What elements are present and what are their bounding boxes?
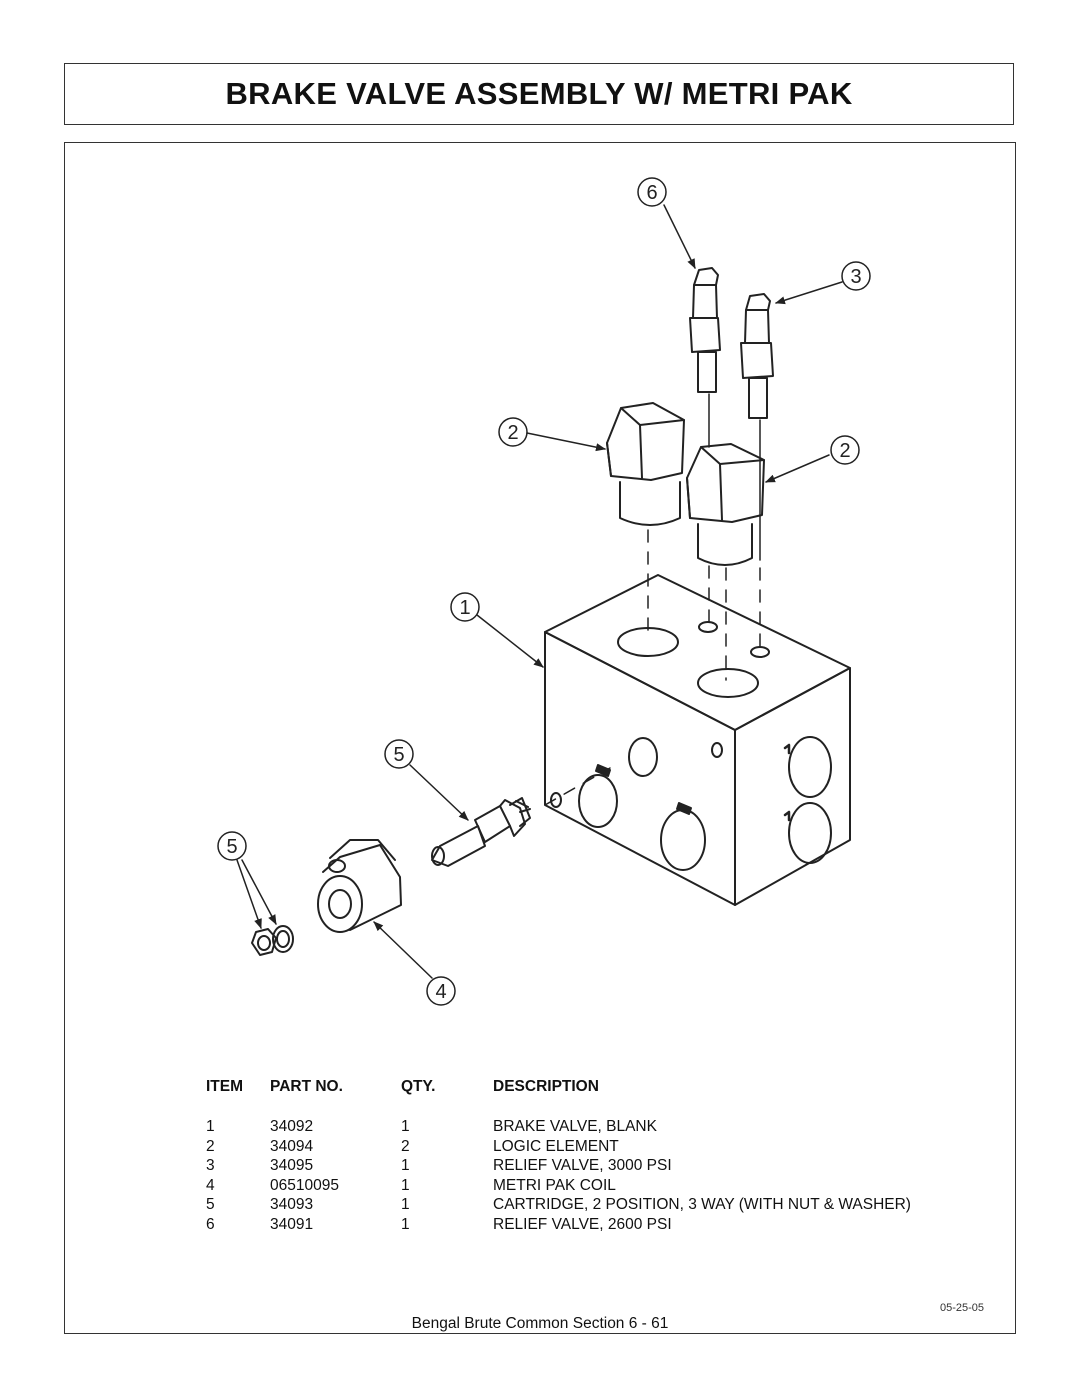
cell-description: RELIEF VALVE, 2600 PSI (493, 1215, 672, 1233)
nut-and-washer (252, 926, 293, 955)
cell-part-no: 34095 (270, 1157, 314, 1174)
cell-description: METRI PAK COIL (493, 1176, 616, 1194)
cell-qty: 1 (401, 1196, 410, 1213)
header-qty: QTY. (401, 1078, 436, 1095)
callout-number: 2 (507, 422, 519, 444)
cell-part-no: 34094 (270, 1137, 314, 1155)
revision-date: 05-25-05 (940, 1302, 985, 1314)
relief-valve-3000 (741, 294, 773, 418)
page-footer: Bengal Brute Common Section 6 - 61 (411, 1315, 669, 1332)
cell-part-no: 34092 (270, 1118, 314, 1135)
callout-number: 3 (850, 266, 862, 288)
cell-item: 4 (206, 1176, 215, 1194)
callout-number: 5 (393, 744, 405, 766)
cell-item: 5 (206, 1196, 215, 1213)
cell-part-no: 34093 (270, 1196, 314, 1213)
logic-element-left (607, 403, 684, 525)
header-item: ITEM (206, 1078, 244, 1095)
callout-leaders (237, 205, 842, 978)
callout-bubbles (218, 178, 870, 1005)
cell-item: 1 (206, 1118, 215, 1135)
center-lines (545, 530, 760, 805)
cell-qty: 1 (401, 1118, 410, 1135)
callout-number: 1 (459, 597, 471, 619)
page-title: BRAKE VALVE ASSEMBLY W/ METRI PAK (225, 76, 853, 111)
cell-item: 3 (206, 1157, 215, 1174)
cell-qty: 1 (401, 1176, 410, 1194)
cell-qty: 2 (401, 1137, 410, 1155)
relief-valve-2600 (690, 268, 720, 392)
metri-pak-coil (318, 840, 401, 932)
cell-part-no: 34091 (270, 1215, 314, 1233)
callout-number: 6 (646, 182, 658, 204)
manifold-block (545, 575, 850, 905)
callout-number: 4 (435, 981, 447, 1003)
cell-part-no: 06510095 (270, 1176, 339, 1194)
cell-description: RELIEF VALVE, 3000 PSI (493, 1157, 672, 1174)
header-description: DESCRIPTION (493, 1078, 599, 1095)
cell-qty: 1 (401, 1215, 410, 1233)
cell-item: 2 (206, 1137, 215, 1155)
cell-description: BRAKE VALVE, BLANK (493, 1118, 657, 1135)
cell-qty: 1 (401, 1157, 410, 1174)
cell-item: 6 (206, 1215, 215, 1233)
cell-description: CARTRIDGE, 2 POSITION, 3 WAY (WITH NUT & WASHER) (493, 1196, 911, 1213)
callout-number: 2 (839, 440, 851, 462)
cartridge-valve (432, 798, 530, 866)
callout-number: 5 (226, 836, 238, 858)
header-part-no: PART NO. (270, 1078, 343, 1095)
logic-element-right (687, 444, 764, 565)
cell-description: LOGIC ELEMENT (493, 1137, 619, 1155)
